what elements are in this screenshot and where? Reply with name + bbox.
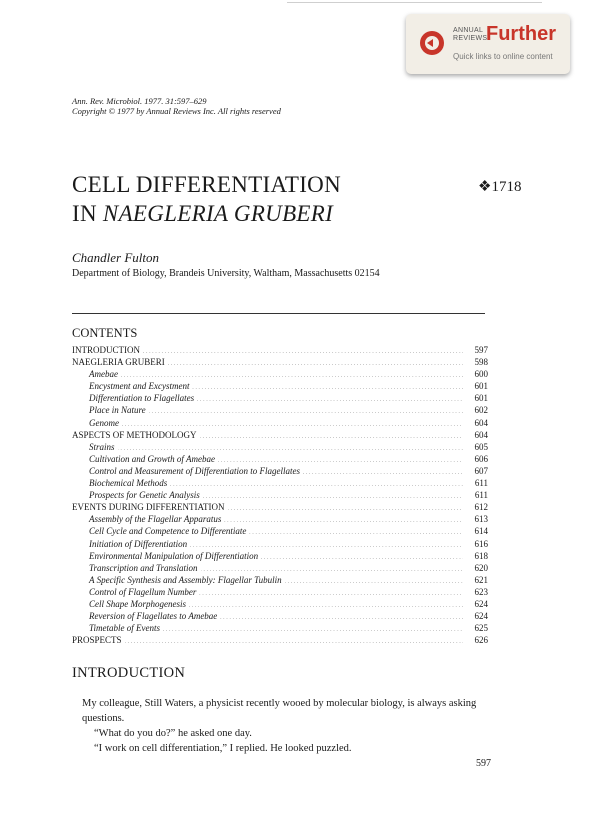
toc-entry-page: 613 [474,514,488,525]
introduction-heading: INTRODUCTION [72,665,186,681]
toc-entry-page: 611 [474,490,488,501]
contents-heading: CONTENTS [72,326,138,340]
toc-entry-title: Encystment and Excystment [89,381,190,392]
toc-entry[interactable] [72,417,488,429]
toc-entry-page: 605 [474,441,488,452]
title-line-2-italic: NAEGLERIA GRUBERI [102,201,334,226]
toc-entry[interactable] [72,453,488,465]
toc-entry[interactable] [72,598,488,610]
toc-entry-page: 623 [474,586,488,597]
toc-entry-title: Cell Cycle and Competence to Differentiate [89,526,247,537]
toc-entry-title: INTRODUCTION [72,345,140,355]
introduction-body [82,696,492,756]
author-name: Chandler Fulton [72,250,160,265]
intro-paragraph-1: My colleague, Still Waters, a physicist recently wooed by molecular biology, is always asking questions. [82,698,477,724]
toc-entry-title: Prospects for Genetic Analysis [89,490,200,501]
toc-entry-title: Environmental Manipulation of Differentiation [89,550,259,561]
toc-entry-title: Amebae [89,369,118,380]
toc-entry[interactable] [72,622,488,634]
toc-entry[interactable] [72,574,488,586]
toc-entry-title: Cell Shape Morphogenesis [89,598,186,609]
toc-entry-page: 607 [474,465,488,476]
toc-entry[interactable] [72,513,488,525]
table-of-contents [72,344,488,646]
annual-reviews-logo-icon [420,31,444,55]
toc-entry-title: NAEGLERIA GRUBERI [72,357,165,368]
toc-entry-title: ASPECTS OF METHODOLOGY [72,429,197,440]
toc-entry-title: Place in Nature [89,405,146,416]
title-line-1: CELL DIFFERENTIATION [72,172,341,197]
annual-reviews-further-banner[interactable] [406,14,570,74]
toc-entry[interactable] [72,429,488,441]
toc-entry[interactable] [72,404,488,416]
toc-entry[interactable] [72,525,488,537]
toc-entry-page: 626 [474,635,488,646]
toc-entry-page: 600 [474,369,488,380]
toc-entry-title: Differentiation to Flagellates [89,393,195,404]
toc-entry-page: 606 [474,453,488,464]
toc-entry-page: 618 [474,550,488,561]
toc-entry[interactable] [72,634,488,646]
toc-entry-title: Control and Measurement of Differentiation to Flagellates [89,465,300,476]
intro-paragraph-2: “What do you do?” he asked one day. [94,728,252,739]
toc-entry[interactable] [72,465,488,477]
toc-entry[interactable] [72,380,488,392]
toc-entry[interactable] [72,344,488,356]
toc-entry-page: 624 [474,611,488,622]
contents-divider [72,313,485,314]
toc-entry-title: Reversion of Flagellates to Amebae [89,611,218,622]
toc-entry[interactable] [72,586,488,598]
toc-entry-title: Genome [89,417,119,428]
copyright: Copyright © 1977 by Annual Reviews Inc. All rights reserved [72,106,281,116]
toc-entry[interactable] [72,368,488,380]
toc-entry-page: 601 [474,381,488,392]
further-label: Further [486,23,556,45]
toc-entry-page: 616 [474,538,488,549]
toc-entry-title: A Specific Synthesis and Assembly: Flagellar Tubulin [89,574,282,585]
toc-entry-title: Transcription and Translation [89,562,198,573]
toc-entry-title: Control of Flagellum Number [89,586,197,597]
toc-entry[interactable] [72,356,488,368]
toc-entry[interactable] [72,538,488,550]
top-rule [287,2,542,3]
toc-entry-title: Cultivation and Growth of Amebae [89,453,215,464]
toc-entry[interactable] [72,477,488,489]
toc-entry-page: 621 [474,574,488,585]
toc-entry-page: 598 [474,357,488,368]
author-affiliation: Department of Biology, Brandeis University, Waltham, Massachusetts 02154 [72,268,380,279]
toc-entry-title: Initiation of Differentiation [89,538,188,549]
toc-entry-title: Strains [89,441,115,452]
toc-entry-page: 604 [474,417,488,428]
article-title [72,170,341,228]
toc-entry[interactable] [72,501,488,513]
citation: Ann. Rev. Microbiol. 1977. 31:597–629 [72,96,207,106]
toc-entry-page: 625 [474,623,488,634]
journal-header [72,96,281,116]
toc-entry-page: 597 [474,345,488,355]
title-line-2 [72,199,341,228]
toc-entry[interactable] [72,550,488,562]
toc-entry-page: 604 [474,429,488,440]
intro-paragraph-3: “I work on cell differentiation,” I replied. He looked puzzled. [94,743,352,754]
toc-entry-page: 614 [474,526,488,537]
toc-entry-page: 612 [474,502,488,513]
toc-entry[interactable] [72,562,488,574]
toc-entry-title: Assembly of the Flagellar Apparatus [89,514,222,525]
toc-leader-dots [125,634,463,649]
page-number: 597 [476,758,491,769]
toc-entry-page: 602 [474,405,488,416]
toc-entry-title: Biochemical Methods [89,478,168,489]
toc-entry[interactable] [72,392,488,404]
toc-entry[interactable] [72,610,488,622]
toc-entry-page: 611 [474,478,488,489]
toc-entry-page: 620 [474,562,488,573]
toc-entry-title: EVENTS DURING DIFFERENTIATION [72,502,225,513]
reference-number: ❖1718 [478,179,522,195]
title-line-2-prefix: IN [72,201,103,226]
annual-reviews-label: ANNUAL REVIEWS [453,27,488,42]
toc-entry[interactable] [72,441,488,453]
toc-entry-title: PROSPECTS [72,635,122,646]
toc-entry-page: 624 [474,598,488,609]
toc-entry-title: Timetable of Events [89,623,160,634]
toc-entry-page: 601 [474,393,488,404]
quick-links-tagline: Quick links to online content [453,52,553,61]
toc-entry[interactable] [72,489,488,501]
